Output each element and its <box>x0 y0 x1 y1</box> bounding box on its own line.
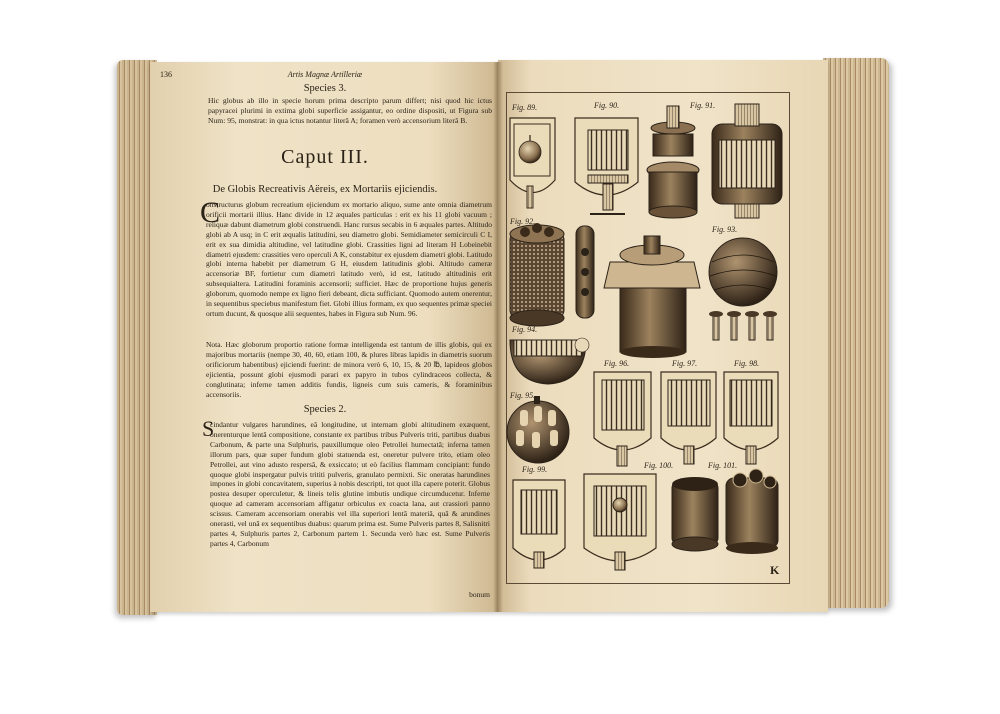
figure-91-illustration <box>712 104 782 218</box>
chapter-title: Caput III. <box>281 146 369 168</box>
figure-small-fuses-illustration <box>709 311 777 340</box>
figure-label: Fig. 95. <box>510 391 536 400</box>
figure-96-illustration <box>594 372 651 466</box>
figure-label: Fig. 94. <box>512 325 538 334</box>
figure-92-tube-illustration <box>576 226 594 318</box>
figure-97-illustration <box>661 372 716 464</box>
species-2-heading: Species 2. <box>303 404 347 415</box>
figure-98-illustration <box>724 372 778 464</box>
figure-label: Fig. 91. <box>690 101 716 110</box>
figure-label: Fig. 99. <box>522 465 548 474</box>
figure-mortar-block-illustration <box>604 236 700 358</box>
figure-99-illustration <box>513 480 565 568</box>
species-2-drop-cap: S <box>202 416 215 441</box>
species-2-paragraph: cindantur vulgares harundines, eâ longitudine, ut internam globi altitudinem exæquent, onerenturque lentâ compositione, constante ex partibus tribus Pulveris triti, partibus duabus Carbonum, & parte una Sulphuris, pauxillumque oleo Petrollei humectatâ; inferna tamen illorum pars, quæ super fundum globi statuenda est, oneretur pulvere trito, etiam oleo Petrollei, aut vino adusto respersâ, & exsiccato; ut eò facilius flammam concipiant: fundo quoque globi inspergatur pulvis trititi pulveris, granulato permixti. Sic oneratas harundines impones in globi concavitatem, superius à nobis descripti, tot quot illa capere poterit. Globus postea desuper operculetur, & lineis telis glutine imbutis undique circumducetur. Inferne quoque ad cameram accensoriam affigatur orbiculus ex coacta lana, aut crassiori panno scissus. Cameram accensoriam onerabis vel illa superiori lentâ materiâ, quâ & arundines onerasti, vel unâ ex sequentibus duabus: quarum prima est. Sume Pulveris partes 8, Salisnitri partes 4, Sulphuris partes 2, Carbonum partem 1. Secunda verò hæc est. Sume Pulveris partes 4, Carbonum <box>210 420 490 548</box>
figure-label: Fig. 98. <box>734 359 760 368</box>
figure-100-illustration <box>584 474 656 570</box>
figure-label: Fig. 101. <box>708 461 738 470</box>
species-3-heading: Species 3. <box>303 83 347 94</box>
figure-94-illustration <box>510 338 589 384</box>
running-title: Artis Magnæ Artilleriæ <box>287 70 363 79</box>
figure-label: Fig. 89. <box>512 103 538 112</box>
figure-95-illustration <box>507 396 569 463</box>
figure-92-illustration <box>510 223 564 326</box>
drop-cap: C <box>200 196 221 229</box>
page-number: 136 <box>160 70 172 79</box>
figure-91-spindle-illustration <box>647 106 699 218</box>
figure-100-cylinder-illustration <box>672 477 718 551</box>
figure-89-illustration <box>510 118 555 208</box>
printer-signature-mark: K <box>770 563 780 577</box>
figure-label: Fig. 92. <box>510 217 536 226</box>
figure-101-illustration <box>726 469 778 554</box>
figure-93-illustration <box>709 238 777 306</box>
figure-label: Fig. 93. <box>712 225 738 234</box>
figure-90-illustration <box>575 118 638 214</box>
figure-label: Fig. 100. <box>644 461 674 470</box>
chapter-body-paragraph: onstructurus globum recreatium ejiciendum ex mortario aliquo, sume ante omnia diametrum orificii mortarii illius. Hanc divide in 12 æquales particulas : erit ex his 11 globi vacuum ; reliquæ dabunt diametrum globi construendi. Hanc rursus secabis in 6 æquales partes. Altitudo globi ab A usq; in C erit æqualis latitudini, seu diametro globi. Semidiameter semicirculi C I, erit ex sua dimidia altitudine, vel latitudine globi. Crassities ligni ad literam H Lobeinebit diametri ejusdem: crassities vero operculi A K, constabitur ex ejusdem diametri globi. Latitudo globi interna habebit per diametrum G H, eiusdem latitudinis globi. Altitudo cameræ accensoriæ BF, fortietur cum diametri latitudo verò, id est, latitudo altitudinis erit subsequialtera. Latitudini foraminis accensorii; sufficiet. Hæc de proportione hujus generis globorum, quomodo nempe ex ligno fieri debeant, dicta sufficiant. Quomodo autem onerentur, in sequentibus speciebus manifestum fiet. Globi illius formam, ex quo sequentes primæ speciei ortum ducunt, & quosque alii sequentes, habes in Figura sub Num. 96. <box>206 200 492 318</box>
nota-paragraph: Nota. Hæc globorum proportio ratione formæ intelligenda est tantum de illis globis, qui ex majoribus mortariis (nempe 30, 40, 60, etiam 100, & plures libras lapidis in diametris suorum orificiorum habentibus) ejiciendi fuerint: de minora verò 6, 10, 15, & 20 ℔, lapideos globos ejicientia, possunt globi ejusmodi parari ex papyro in tubos cylindraceos collecta, & conglutinata; inferne tamen additis fundis, ligneis cum suis cameris, & foraminibus accensoriis. <box>206 340 492 399</box>
species-3-paragraph: Hic globus ab illo in specie horum prima descripto parum differt; nisi quod hic ictus papyracei plurimi in extima globi superficie assigantur, eo ordine dispositi, ut Figura sub Num: 95, monstrat: in qua ictus notantur literâ A; foramen verò accensorium literâ B. <box>208 96 492 125</box>
chapter-subtitle: De Globis Recreativis Aëreis, ex Mortariis ejiciendis. <box>212 184 438 195</box>
figure-label: Fig. 97. <box>672 359 698 368</box>
figure-label: Fig. 96. <box>604 359 630 368</box>
catchword: bonum <box>469 590 490 599</box>
figure-label: Fig. 90. <box>594 101 620 110</box>
